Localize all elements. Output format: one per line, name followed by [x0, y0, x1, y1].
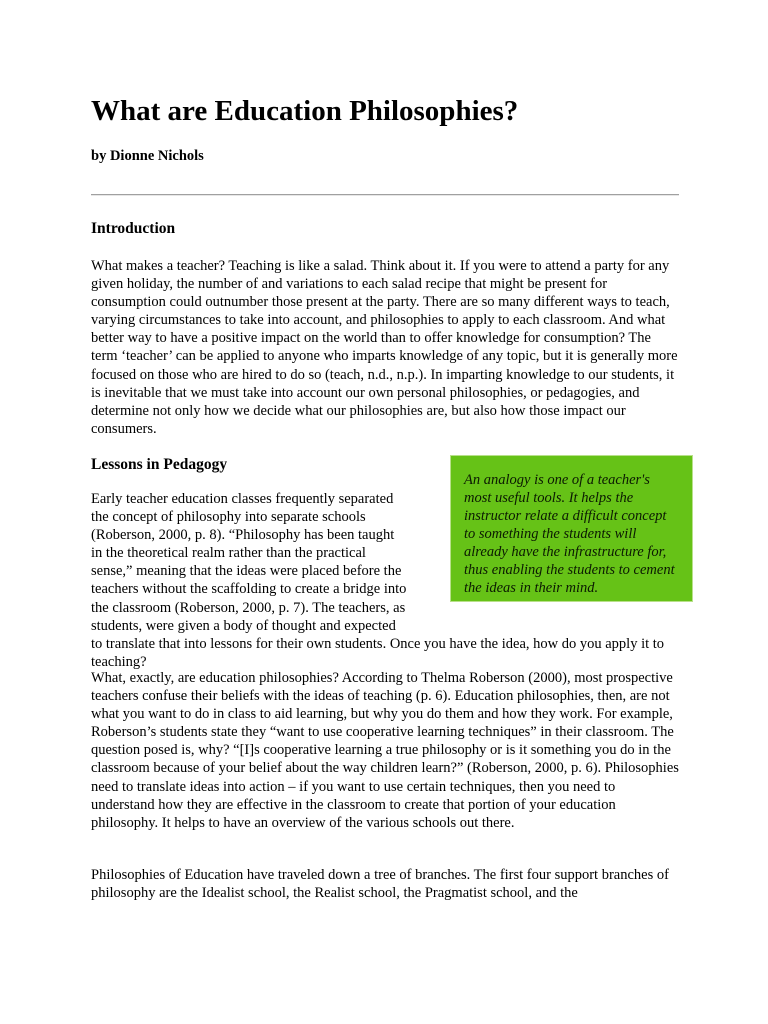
introduction-heading: Introduction	[91, 220, 176, 237]
lessons-heading: Lessons in Pedagogy	[91, 456, 228, 473]
callout-text: An analogy is one of a teacher's most useful tools. It helps the instructor relate a difficult concept to something the students will already have the infrastructure for, thus enabling the students to cement the ideas in their mind.	[464, 472, 675, 596]
page-title: What are Education Philosophies?	[91, 95, 519, 127]
analogy-callout-box	[450, 455, 693, 602]
lessons-paragraph-text: Early teacher education classes frequently separated the concept of philosophy into separate schools (Roberson, 2000, p. 8). “Philosophy has been taught in the theoretical realm rather than the practical sense,” meaning that the ideas were placed before the teachers without the scaffolding to create a bridge into the classroom (Roberson, 2000, p. 7). The teachers, as students, were given a body of thought and expected to translate that into lessons for their own students. Once you have the idea, how do you apply it to teaching?	[91, 491, 665, 670]
philosophies-paragraph: What, exactly, are education philosophies? According to Thelma Roberson (2000), most prospective teachers confuse their beliefs with the ideas of teaching (p. 6). Education philosophies, then, are not what you want to do in class to aid learning, but why you do them and how they work. For example, Roberson’s students state they “want to use cooperative learning techniques” in their classroom. The question posed is, why? “[I]s cooperative learning a true philosophy or is it something you do in the classroom because of your belief about the way children learn?” (Roberson, 2000, p. 6). Philosophies need to translate ideas into action – if you want to use certain techniques, then you need to understand how they are effective in the classroom to create that portion of your education philosophy. It helps to have an overview of the various schools out there.	[91, 670, 679, 831]
author-byline: by Dionne Nichols	[91, 148, 204, 164]
branches-paragraph: Philosophies of Education have traveled down a tree of branches. The first four support branches of philosophy are the Idealist school, the Realist school, the Pragmatist school, and the	[91, 867, 669, 902]
horizontal-divider	[91, 194, 679, 196]
introduction-paragraph: What makes a teacher? Teaching is like a salad. Think about it. If you were to attend a party for any given holiday, the number of and variations to each salad recipe that might be present for consumption could outnumber those present at the party. There are so many different ways to teach, varying circumstances to take into account, and philosophies to apply to each classroom. And what better way to have a positive impact on the world than to offer knowledge for consumption? The term ‘teacher’ can be applied to anyone who imparts knowledge of any topic, but it is generally more focused on those who are hired to do so (teach, n.d., n.p.). In imparting knowledge to our students, it is inevitable that we must take into account our own personal philosophies, or pedagogies, and determine not only how we decide what our philosophies are, but also how those impact our consumers.	[91, 258, 678, 437]
